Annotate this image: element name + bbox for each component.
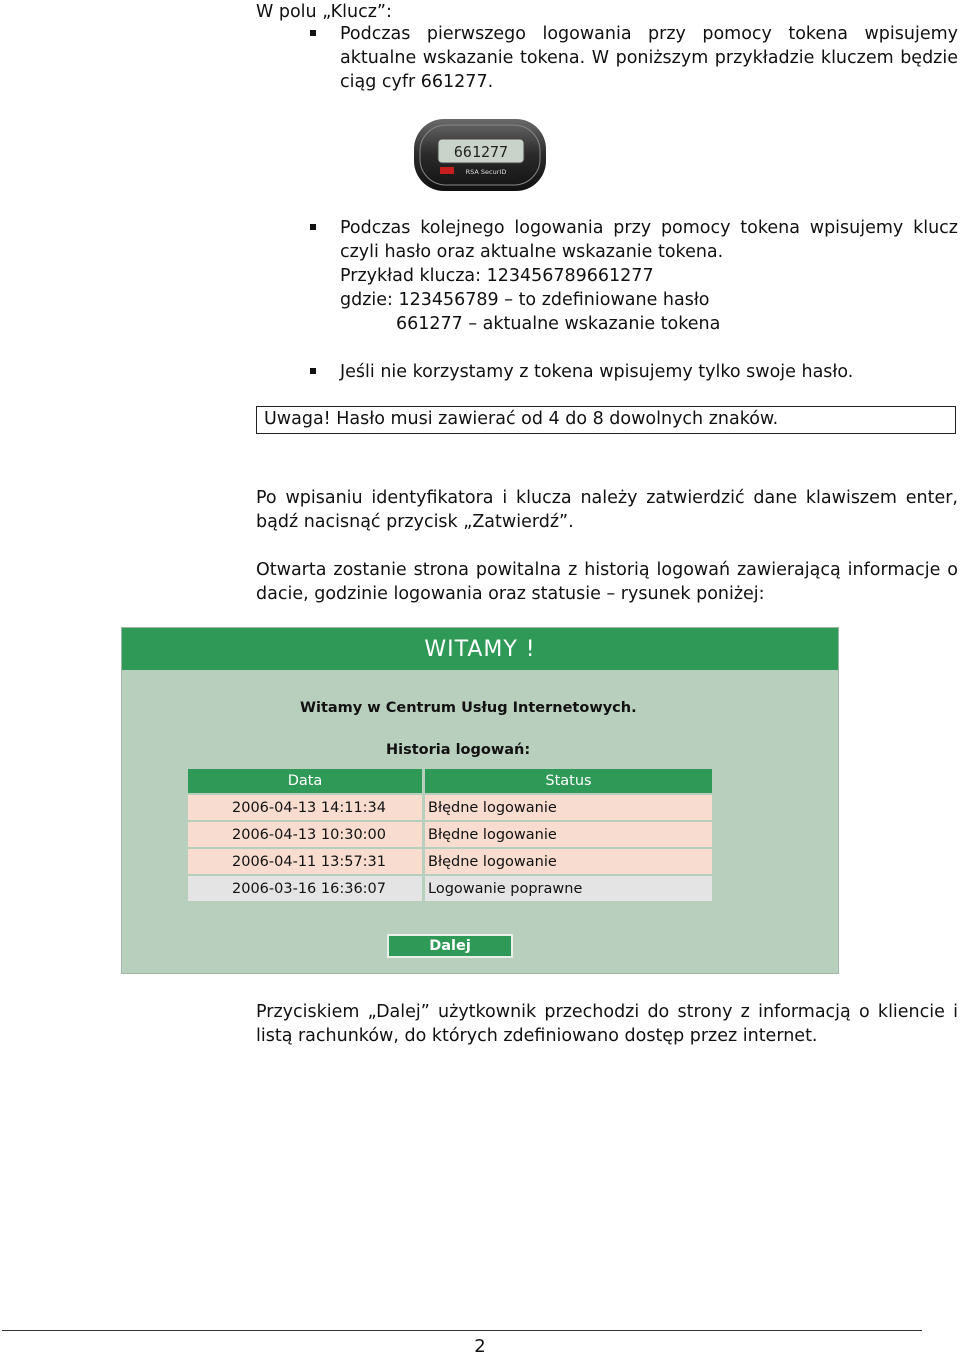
para3-line2: listą rachunków, do których zdefiniowano dostęp przez internet. [256, 1026, 818, 1046]
rsa-token-image [412, 115, 548, 195]
bullet1-line1: Podczas pierwszego logowania przy pomocy tokena wpisujemy [340, 24, 958, 44]
bullet-marker [310, 224, 316, 230]
welcome-header-title: WITAMY ! [424, 637, 536, 662]
row-date: 2006-04-13 14:11:34 [188, 795, 425, 822]
bullet-marker [310, 368, 316, 374]
row-status: Błędne logowanie [425, 822, 712, 849]
row-date: 2006-04-13 10:30:00 [188, 822, 425, 849]
row-status: Logowanie poprawne [425, 876, 712, 903]
table-row [188, 795, 712, 822]
footer-divider [2, 1330, 922, 1331]
bullet2-line3: Przykład klucza: 123456789661277 [340, 266, 654, 286]
table-row [188, 849, 712, 876]
row-date: 2006-03-16 16:36:07 [188, 876, 425, 903]
intro-text: W polu „Klucz”: [256, 2, 392, 22]
welcome-message: Witamy w Centrum Usług Internetowych. [300, 700, 637, 716]
bullet2-line1: Podczas kolejnego logowania przy pomocy tokena wpisujemy klucz [340, 218, 958, 238]
row-status: Błędne logowanie [425, 849, 712, 876]
column-header-status: Status [425, 769, 712, 795]
welcome-screen-figure [121, 627, 839, 974]
bullet2-line5: 661277 – aktualne wskazanie tokena [396, 314, 721, 334]
token-display: 661277 [453, 143, 509, 161]
welcome-header [122, 628, 838, 670]
warning-note-box [256, 406, 956, 434]
bullet3-text: Jeśli nie korzystamy z tokena wpisujemy tylko swoje hasło. [340, 362, 854, 382]
table-row [188, 822, 712, 849]
login-history-table [188, 769, 712, 903]
row-status: Błędne logowanie [425, 795, 712, 822]
login-history-title: Historia logowań: [386, 742, 531, 758]
column-header-date: Data [188, 769, 425, 795]
table-row [188, 876, 712, 903]
bullet1-line3: ciąg cyfr 661277. [340, 72, 494, 92]
para3-line1: Przyciskiem „Dalej” użytkownik przechodzi do strony z informacją o kliencie i [256, 1002, 958, 1022]
row-date: 2006-04-11 13:57:31 [188, 849, 425, 876]
para1-line2: bądź nacisnąć przycisk „Zatwierdź”. [256, 512, 574, 532]
para1-line1: Po wpisaniu identyfikatora i klucza należy zatwierdzić dane klawiszem enter, [256, 488, 958, 508]
token-brand: RSA SecurID [465, 168, 507, 176]
bullet2-line4: gdzie: 123456789 – to zdefiniowane hasło [340, 290, 710, 310]
page-number: 2 [474, 1336, 486, 1357]
warning-note-text: Uwaga! Hasło musi zawierać od 4 do 8 dowolnych znaków. [264, 409, 779, 429]
bullet-marker [310, 30, 316, 36]
next-button[interactable]: Dalej [387, 934, 513, 958]
para2-line1: Otwarta zostanie strona powitalna z historią logowań zawierającą informacje o [256, 560, 958, 580]
bullet2-line2: czyli hasło oraz aktualne wskazanie tokena. [340, 242, 724, 262]
para2-line2: dacie, godzinie logowania oraz statusie – rysunek poniżej: [256, 584, 765, 604]
bullet1-line2: aktualne wskazanie tokena. W poniższym przykładzie kluczem będzie [340, 48, 958, 68]
